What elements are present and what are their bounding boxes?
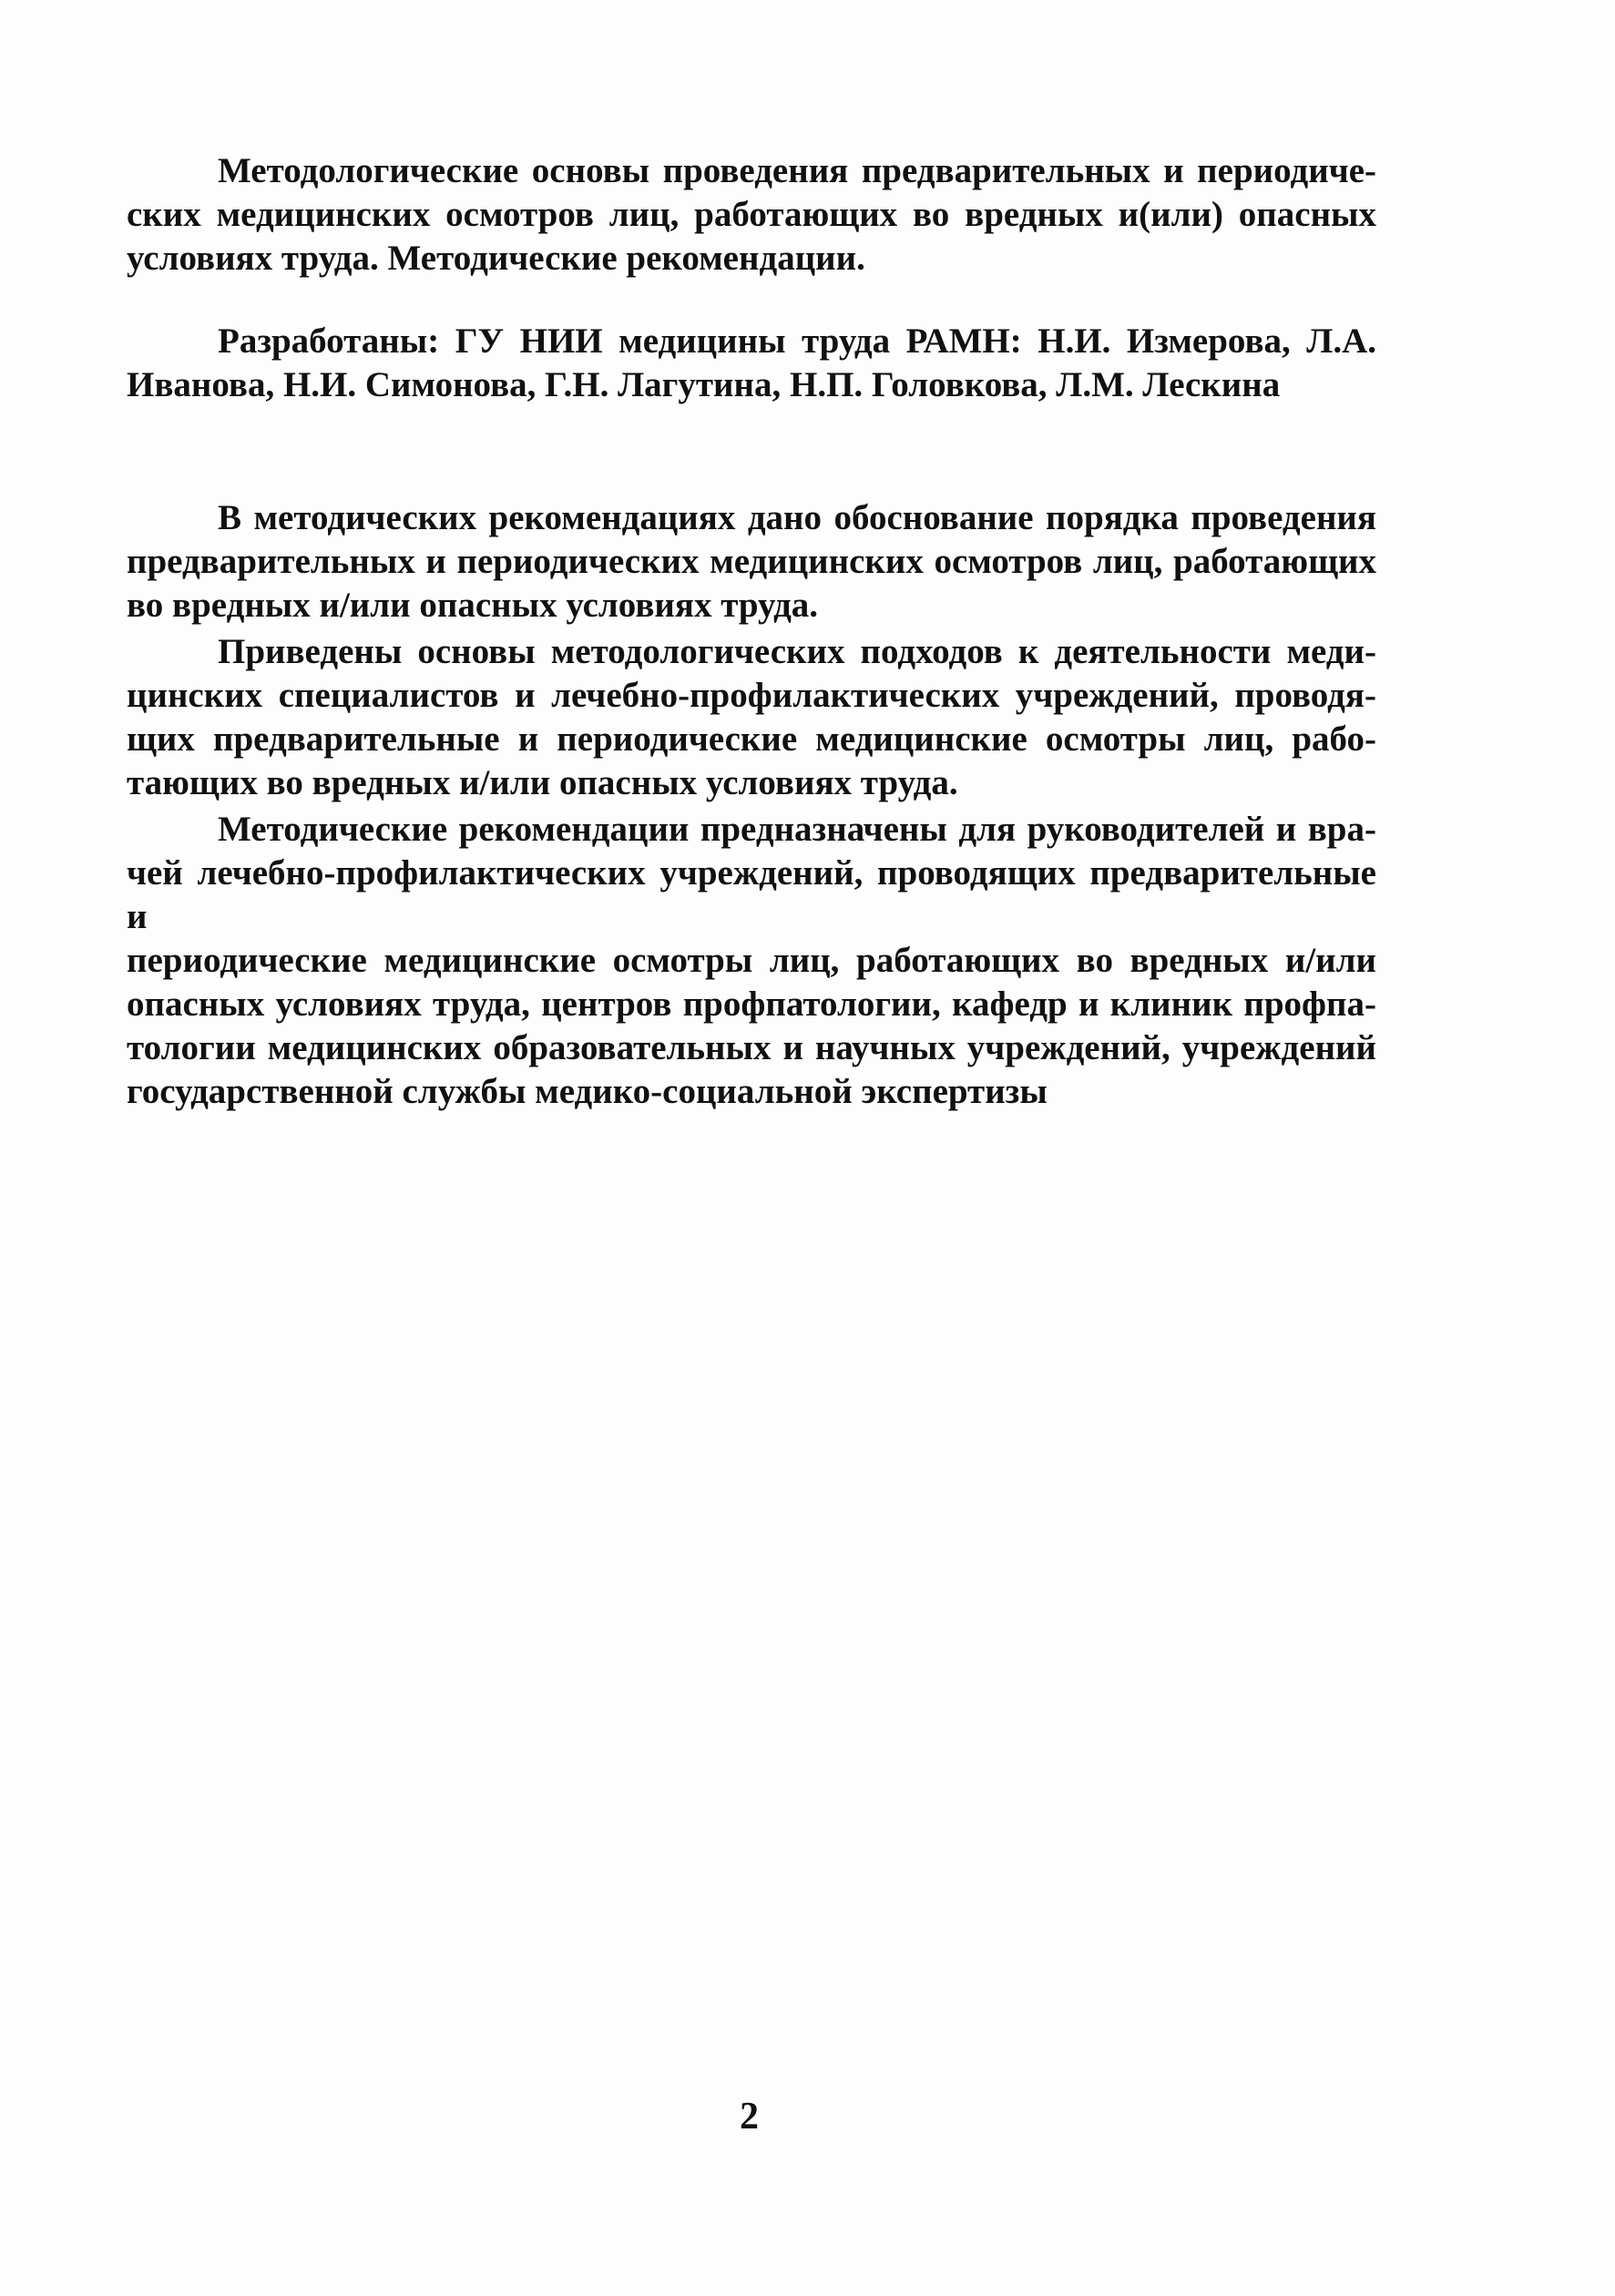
abstract-line: В методических рекомендациях дано обоснование порядка проведения: [218, 498, 1376, 537]
title-line: условиях труда. Методические рекомендации.: [127, 239, 865, 278]
abstract-line: тающих во вредных и/или опасных условиях труда.: [127, 763, 958, 802]
abstract-line: тологии медицинских образовательных и научных учреждений, учреждений: [127, 1028, 1376, 1067]
page-number: 2: [740, 2096, 759, 2138]
abstract-line: Приведены основы методологических подходов к деятельности меди-: [218, 632, 1376, 671]
abstract-line: периодические медицинские осмотры лиц, работающих во вредных и/или: [127, 941, 1376, 980]
abstract-paragraph: [127, 808, 1376, 1114]
abstract-line: цинских специалистов и лечебно-профилактических учреждений, проводя-: [127, 676, 1376, 715]
authors-line: Иванова, Н.И. Симонова, Г.Н. Лагутина, Н.П. Головкова, Л.М. Лескина: [127, 365, 1281, 404]
title-line: ских медицинских осмотров лиц, работающих во вредных и(или) опасных: [127, 195, 1376, 234]
abstract-paragraph: [127, 496, 1376, 628]
abstract-line: предварительных и периодических медицинских осмотров лиц, работающих: [127, 542, 1376, 581]
authors-note: [127, 320, 1376, 407]
authors-line: Разработаны: ГУ НИИ медицины труда РАМН: Н.И. Измерова, Л.А.: [218, 321, 1376, 361]
abstract-line: опасных условиях труда, центров профпатологии, кафедр и клиник профпа-: [127, 985, 1376, 1024]
document-title: [127, 149, 1376, 281]
abstract-line: государственной службы медико-социальной экспертизы: [127, 1072, 1048, 1111]
abstract-line: во вредных и/или опасных условиях труда.: [127, 586, 819, 625]
abstract-line: Методические рекомендации предназначены для руководителей и вра-: [218, 810, 1376, 849]
abstract-line: чей лечебно-профилактических учреждений, проводящих предварительные и: [127, 853, 1376, 936]
abstract-paragraph: [127, 630, 1376, 805]
abstract-line: щих предварительные и периодические медицинские осмотры лиц, рабо-: [127, 719, 1376, 759]
abstract: [127, 496, 1376, 1117]
title-line: Методологические основы проведения предварительных и периодиче-: [218, 151, 1376, 190]
